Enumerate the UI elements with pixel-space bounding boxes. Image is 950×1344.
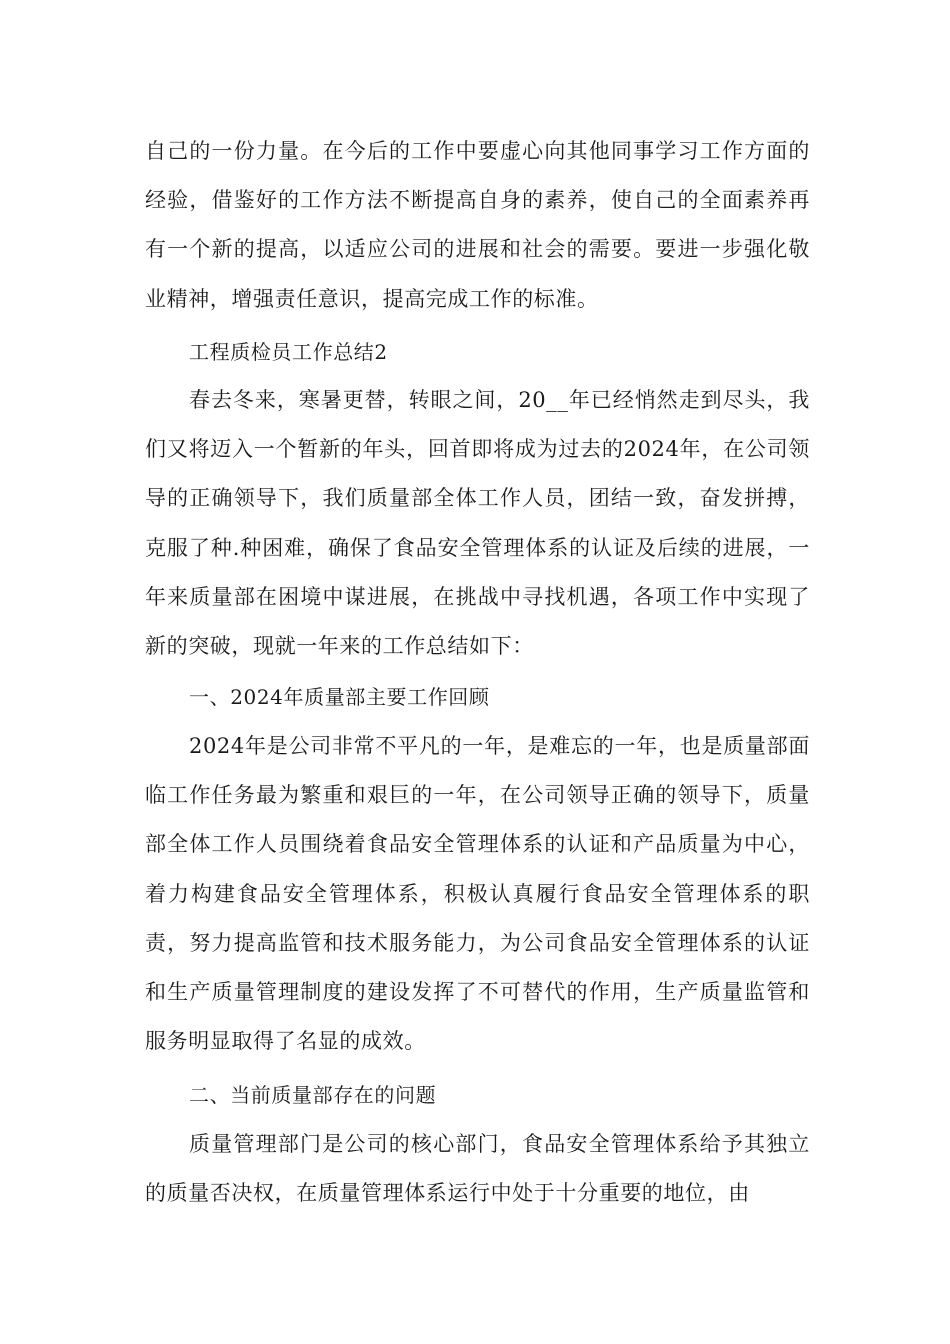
paragraph: 春去冬来，寒暑更替，转眼之间，20__年已经悄然走到尽头，我们又将迈入一个暂新的年头，回首即将成为过去的2024年，在公司领导的正确领导下，我们质量部全体工作人员，团结一致，奋发拼搏，克服了种.种困难，确保了食品安全管理体系的认证及后续的进展，一年来质量部在困境中谋进展，在挑战中寻找机遇，各项工作中实现了新的突破，现就一年来的工作总结如下： [145, 388, 810, 659]
section-title: 工程质检员工作总结2 [189, 340, 388, 364]
text-block-1 [145, 127, 810, 324]
section-heading-2: 二、当前质量部存在的问题 [189, 1083, 437, 1107]
text-block-3 [145, 376, 810, 671]
text-block-4 [145, 673, 810, 722]
paragraph-continued: 自己的一份力量。在今后的工作中要虚心向其他同事学习工作方面的经验，借鉴好的工作方法不断提高自身的素养，使自己的全面素养再有一个新的提高，以适应公司的进展和社会的需要。要进一步强化敬业精神，增强责任意识，提高完成工作的标准。 [145, 139, 810, 311]
section-heading-1: 一、2024年质量部主要工作回顾 [189, 685, 490, 709]
paragraph: 质量管理部门是公司的核心部门，食品安全管理体系给予其独立的质量否决权，在质量管理体系运行中处于十分重要的地位，由 [145, 1132, 810, 1206]
text-block-7 [145, 1120, 810, 1218]
text-block-5 [145, 722, 810, 1066]
text-block-2 [145, 328, 810, 377]
paragraph: 2024年是公司非常不平凡的一年，是难忘的一年，也是质量部面临工作任务最为繁重和艰巨的一年，在公司领导正确的领导下，质量部全体工作人员围绕着食品安全管理体系的认证和产品质量为中心，着力构建食品安全管理体系，积极认真履行食品安全管理体系的职责，努力提高监管和技术服务能力，为公司食品安全管理体系的认证和生产质量管理制度的建设发挥了不可替代的作用，生产质量监管和服务明显取得了名显的成效。 [145, 734, 810, 1054]
text-block-6 [145, 1071, 810, 1120]
